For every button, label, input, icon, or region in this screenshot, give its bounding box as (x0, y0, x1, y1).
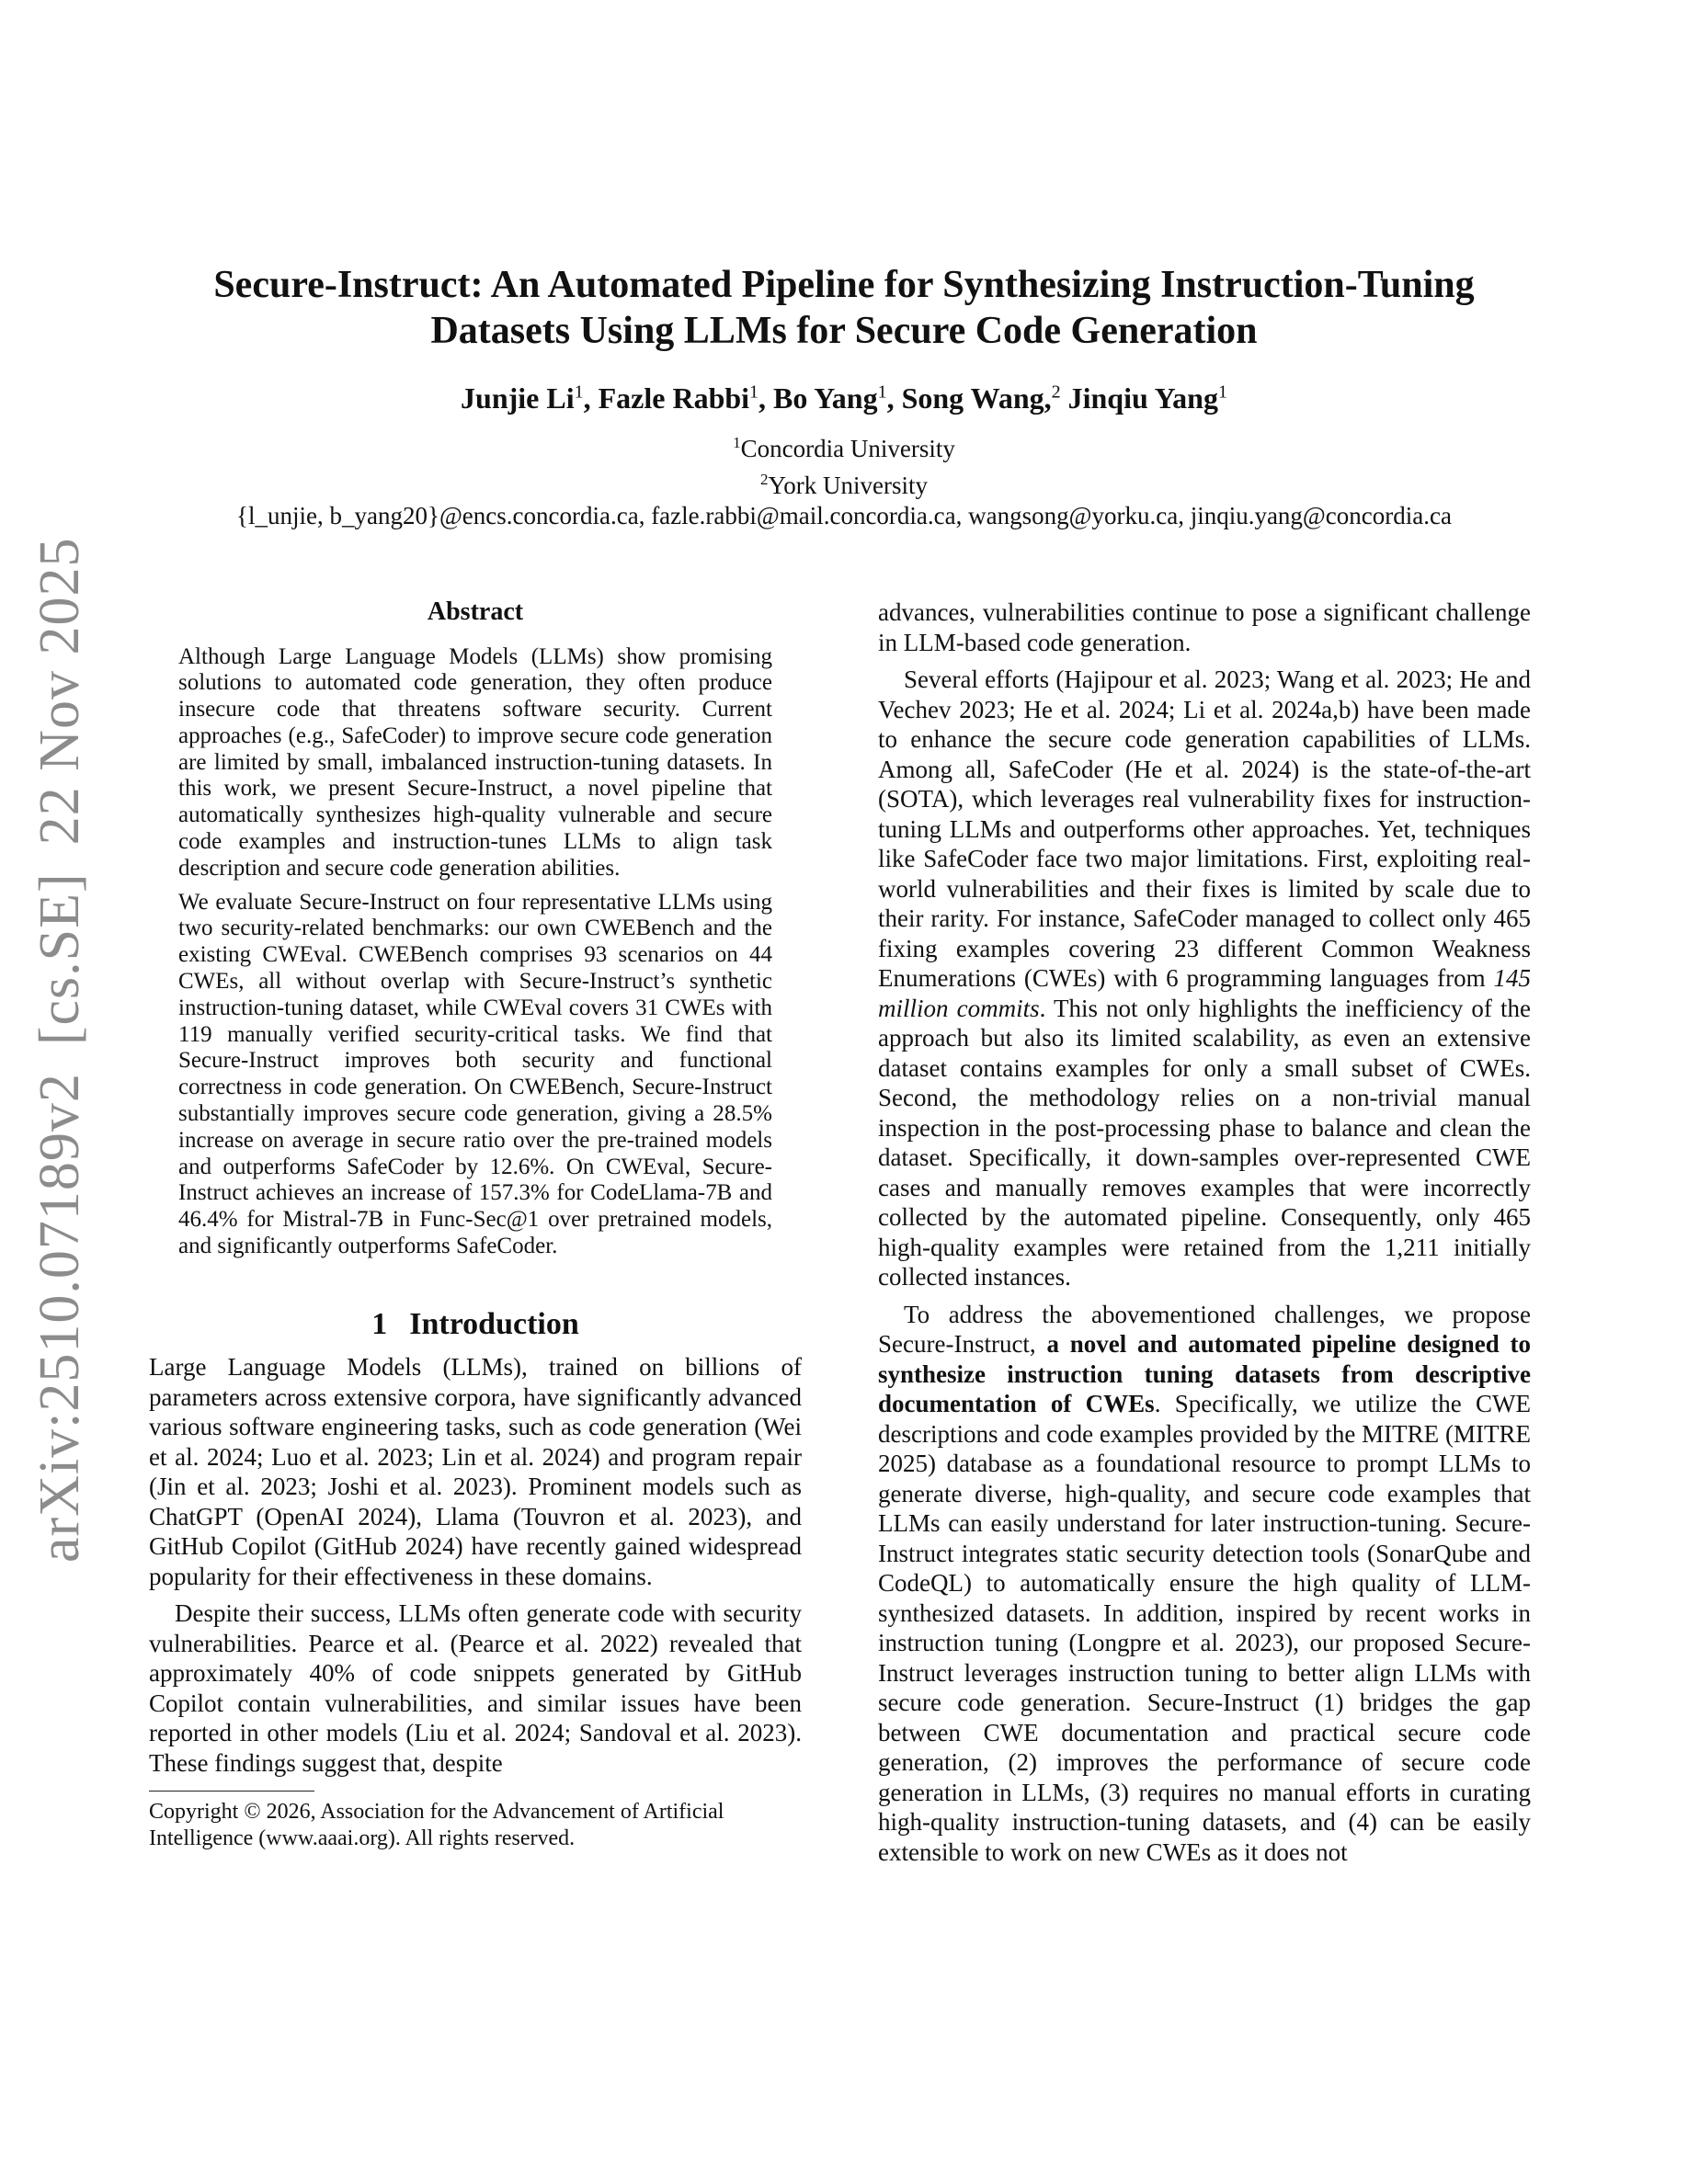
paper-title (138, 262, 1550, 354)
introduction-body (149, 1352, 802, 1778)
right-column (878, 597, 1531, 1874)
author-affiliation-mark: 1 (1217, 381, 1227, 403)
section-title: Introduction (409, 1306, 579, 1341)
arxiv-identifier (28, 538, 93, 1563)
left-column (149, 597, 802, 1852)
footnote-divider (149, 1791, 314, 1792)
author-emails: {l_unjie, b_yang20}@encs.concordia.ca, fazle.rabbi@mail.concordia.ca, wangsong@yorku.ca, jinqiu.yang@concordia.ca (236, 502, 1452, 529)
body-paragraph: advances, vulnerabilities continue to pose a significant challenge in LLM-based code generation. (878, 598, 1531, 656)
paragraph-text: . This not only highlights the inefficiency of the approach but also its limited scalability, as even an extensive dataset contains examples for only a small subset of CWEs. Second, the methodology relies on a non-trivial manual inspection in the post-processing phase to balance and clean the dataset. Specifically, it down-samples over-represented CWE cases and manually removes examples that were incorrectly collected by the automated pipeline. Consequently, only 465 high-quality examples were retained from the 1,211 initially collected instances. (878, 994, 1531, 1291)
section-heading-introduction (149, 1306, 802, 1341)
arxiv-id: arXiv:2510.07189v2 (29, 1073, 91, 1563)
copyright-footnote: Copyright © 2026, Association for the Advancement of Artificial Intelligence (www.aaai.org). All rights reserved. (149, 1800, 724, 1851)
abstract-paragraph: We evaluate Secure-Instruct on four representative LLMs using two security-related benchmarks: our own CWEBench and the existing CWEval. CWEBench comprises 93 scenarios on 44 CWEs, all without overlap with Secure-Instruct’s synthetic instruction-tuning dataset, while CWEval covers 31 CWEs with 119 manually verified security-critical tasks. We find that Secure-Instruct improves both security and functional correctness in code generation. On CWEBench, Secure-Instruct substantially improves secure code generation, giving a 28.5% increase on average in secure ratio over the pre-trained models and outperforms SafeCoder by 12.6%. On CWEval, Secure-Instruct achieves an increase of 157.3% for CodeLlama-7B and 46.4% for Mistral-7B in Func-Sec@1 over pretrained models, and significantly outperforms SafeCoder. (178, 889, 772, 1259)
body-paragraph: Large Language Models (LLMs), trained on billions of parameters across extensive corpora, have significantly advanced various software engineering tasks, such as code generation (Wei et al. 2024; Luo et al. 2023; Lin et al. 2024) and program repair (Jin et al. 2023; Joshi et al. 2023). Prominent models such as ChatGPT (OpenAI 2024), Llama (Touvron et al. 2023), and GitHub Copilot (GitHub 2024) have recently gained widespread popularity for their effectiveness in these domains. (149, 1353, 802, 1590)
author-affiliation-mark: 2 (1051, 381, 1061, 403)
author-name: Jinqiu Yang (1067, 381, 1218, 415)
arxiv-category: [cs.SE] (29, 872, 91, 1046)
abstract-heading: Abstract (427, 597, 524, 626)
author-affiliation-mark: 1 (877, 381, 887, 403)
affiliation-mark: 2 (759, 471, 769, 488)
affiliation-line (138, 464, 1550, 501)
author-list: Junjie Li$^1$, Fazle Rabbi$^1$, Bo Yang$^1$, Song Wang,$^2$ Jinqiu Yang$^1$ (461, 381, 1227, 415)
bold-text: a novel and automated pipeline designed to synthesize instruction tuning datasets from descriptive documentation of CWEs (878, 1330, 1531, 1417)
body-paragraph: Despite their success, LLMs often generate code with security vulnerabilities. Pearce et al. (Pearce et al. 2022) revealed that approximately 40% of code snippets generated by GitHub Copilot contain vulnerabilities, and similar issues have been reported in other models (Liu et al. 2024; Sandoval et al. 2023). These findings suggest that, despite (149, 1599, 802, 1777)
paragraph-text: . Specifically, we utilize the CWE descriptions and code examples provided by the MITRE (MITRE 2025) database as a foundational resource to prompt LLMs to generate diverse, high-quality, and secure code examples that LLMs can easily understand for later instruction-tuning. Secure-Instruct integrates static security detection tools (SonarQube and CodeQL) to automatically ensure the high quality of LLM-synthesized datasets. In addition, inspired by recent works in instruction tuning (Longpre et al. 2023), our proposed Secure-Instruct leverages instruction tuning to better align LLMs with secure code generation. Secure-Instruct (1) bridges the gap between CWE documentation and practical secure code generation, (2) improves the performance of secure code generation in LLMs, (3) requires no manual efforts in curating high-quality instruction-tuning datasets, and (4) can be easily extensible to work on new CWEs as it does not (878, 1390, 1531, 1866)
author-name: Junjie Li (461, 381, 575, 415)
affiliation-name: Concordia University (740, 435, 955, 462)
affiliations (138, 427, 1550, 531)
abstract-body (149, 644, 802, 1260)
author-name: Bo Yang (773, 381, 878, 415)
author-name: Song Wang, (901, 381, 1052, 415)
title-line-2: Datasets Using LLMs for Secure Code Generation (430, 310, 1258, 352)
section-number: 1 (371, 1306, 388, 1341)
affiliation-mark: 1 (733, 434, 741, 451)
affiliation-name: York University (768, 472, 929, 499)
affiliation-line (138, 427, 1550, 464)
author-affiliation-mark: 1 (749, 381, 759, 403)
emphasized-text: 145 million commits (878, 964, 1531, 1022)
abstract-paragraph: Although Large Language Models (LLMs) show promising solutions to automated code generation, they often produce insecure code that threatens software security. Current approaches (e.g., SafeCoder) to improve secure code generation are limited by small, imbalanced instruction-tuning datasets. In this work, we present Secure-Instruct, a novel pipeline that automatically synthesizes high-quality vulnerable and secure code examples and instruction-tunes LLMs to align task description and secure code generation abilities. (178, 643, 772, 881)
paragraph-text: Several efforts (Hajipour et al. 2023; Wang et al. 2023; He and Vechev 2023; He et al. 2024; Li et al. 2024a,b) have been made to enhance the secure code generation capabilities of LLMs. Among all, SafeCoder (He et al. 2024) is the state-of-the-art (SOTA), which leverages real vulnerability fixes for instruction-tuning LLMs and outperforms other approaches. Yet, techniques like SafeCoder face two major limitations. First, exploiting real-world vulnerabilities and their fixes is limited by scale due to their rarity. For instance, SafeCoder managed to collect only 465 fixing examples covering 23 different Common Weakness Enumerations (CWEs) with 6 programming languages from (878, 665, 1531, 992)
author-name: Fazle Rabbi (598, 381, 750, 415)
author-affiliation-mark: 1 (574, 381, 584, 403)
body-paragraph (878, 665, 1531, 1292)
paragraph-text: To address the abovementioned challenges, we propose Secure-Instruct, (878, 1300, 1531, 1358)
body-paragraph (878, 1300, 1531, 1868)
title-line-1: Secure-Instruct: An Automated Pipeline for Synthesizing Instruction-Tuning (213, 264, 1475, 306)
arxiv-date: 22 Nov 2025 (29, 537, 91, 846)
